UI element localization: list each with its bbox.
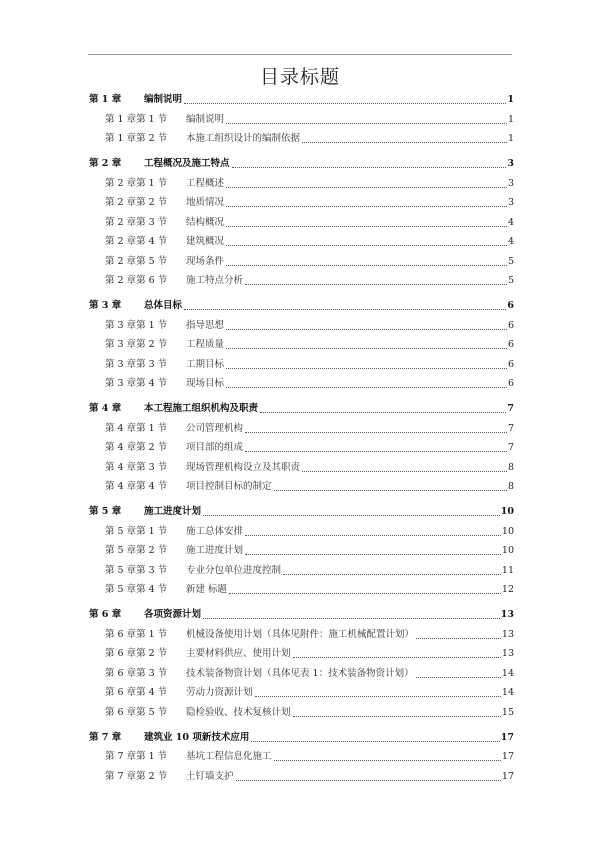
toc-entry-title: 工程概述 [186,178,225,189]
toc-entry-number: 第 5 章 [89,506,122,517]
toc-entry-page-number: 6 [507,339,514,350]
dot-leader [293,656,501,658]
toc-entry-page-number: 7 [507,442,514,453]
toc-entry-page-number: 17 [501,771,514,782]
dot-leader [226,186,507,188]
toc-entry-title: 编制说明 [144,94,183,105]
toc-entry-number: 第 4 章第 2 节 [105,442,168,453]
toc-section-entry[interactable] [89,666,514,680]
dot-leader [260,411,506,413]
toc-entry-page-number: 11 [501,565,514,576]
toc-entry-number: 第 4 章 [89,403,122,414]
toc-entry-page-number: 4 [507,236,514,247]
toc-entry-title: 建筑概况 [186,236,225,247]
toc-entry-page-number: 14 [501,668,514,679]
toc-entry-page-number: 5 [507,275,514,286]
dot-leader [245,534,501,536]
toc-section-entry[interactable] [89,234,514,248]
dot-leader [416,676,501,678]
toc-entry-title: 施工进度计划 [144,506,202,517]
toc-entry-page-number: 6 [507,300,514,311]
toc-entry-page-number: 8 [507,462,514,473]
toc-entry-number: 第 6 章 [89,609,122,620]
toc-entry-page-number: 1 [507,94,514,105]
toc-entry-page-number: 6 [507,378,514,389]
toc-entry-number: 第 4 章第 1 节 [105,423,168,434]
toc-entry-title: 技术装备物资计划（具体见表 1：技术装备物资计划） [186,668,414,679]
toc-entry-page-number: 10 [501,545,514,556]
toc-chapter-entry[interactable] [89,730,514,744]
toc-entry-title: 土钉墙支护 [186,771,234,782]
toc-entry-title: 专业分包单位进度控制 [186,565,282,576]
dot-leader [229,592,501,594]
dot-leader [203,617,500,619]
toc-entry-number: 第 3 章第 4 节 [105,378,168,389]
toc-entry-title: 基坑工程信息化施工 [186,751,272,762]
toc-entry-number: 第 1 章 [89,94,122,105]
dot-leader [226,264,507,266]
toc-entry-number: 第 6 章第 1 节 [105,629,168,640]
toc-entry-number: 第 3 章第 1 节 [105,320,168,331]
toc-section-entry[interactable] [89,479,514,493]
dot-leader [226,225,507,227]
toc-chapter-entry[interactable] [89,607,514,621]
toc-entry-number: 第 6 章第 4 节 [105,687,168,698]
toc-entry-number: 第 2 章 [89,158,122,169]
toc-section-entry[interactable] [89,254,514,268]
toc-section-entry[interactable] [89,357,514,371]
toc-entry-number: 第 7 章第 1 节 [105,751,168,762]
toc-entry-title: 施工总体安排 [186,526,244,537]
toc-entry-number: 第 4 章第 3 节 [105,462,168,473]
dot-leader [226,244,507,246]
toc-section-entry[interactable] [89,627,514,641]
toc-entry-number: 第 1 章第 1 节 [105,114,168,125]
toc-section-entry[interactable] [89,460,514,474]
toc-section-entry[interactable] [89,440,514,454]
toc-entry-title: 劳动力资源计划 [186,687,253,698]
toc-section-entry[interactable] [89,421,514,435]
toc-entry-title: 各项资源计划 [144,609,202,620]
toc-entry-title: 施工进度计划 [186,545,244,556]
toc-entry-page-number: 6 [507,359,514,370]
toc-section-entry[interactable] [89,524,514,538]
toc-section-entry[interactable] [89,195,514,209]
toc-entry-number: 第 7 章 [89,732,122,743]
toc-entry-page-number: 5 [507,256,514,267]
toc-entry-title: 现场条件 [186,256,225,267]
toc-entry-number: 第 4 章第 4 节 [105,481,168,492]
toc-entry-title: 工程概况及施工特点 [144,158,230,169]
dot-leader [302,141,507,143]
toc-chapter-entry[interactable] [89,156,514,170]
toc-entry-title: 工期目标 [186,359,225,370]
dot-leader [274,759,501,761]
toc-entry-title: 总体目标 [144,300,183,311]
dot-leader [245,450,507,452]
toc-entry-number: 第 1 章第 2 节 [105,133,168,144]
dot-leader [251,740,499,742]
toc-entry-number: 第 3 章 [89,300,122,311]
toc-section-entry[interactable] [89,582,514,596]
dot-leader [184,102,506,104]
toc-entry-page-number: 3 [507,158,514,169]
toc-section-entry[interactable] [89,131,514,145]
toc-entry-title: 本工程施工组织机构及职责 [144,403,259,414]
toc-entry-title: 本施工组织设计的编制依据 [186,133,301,144]
toc-entry-page-number: 13 [501,648,514,659]
dot-leader [232,166,507,168]
toc-entry-page-number: 10 [500,506,514,517]
toc-entry-number: 第 6 章第 3 节 [105,668,168,679]
toc-entry-page-number: 1 [507,114,514,125]
toc-entry-title: 结构概况 [186,217,225,228]
toc-entry-page-number: 12 [501,584,514,595]
toc-entry-title: 地质情况 [186,197,225,208]
toc-entry-page-number: 7 [507,403,514,414]
toc-section-entry[interactable] [89,769,514,783]
toc-chapter-entry[interactable] [89,504,514,518]
toc-section-entry[interactable] [89,646,514,660]
dot-leader [226,328,507,330]
toc-entry-number: 第 5 章第 3 节 [105,565,168,576]
toc-section-entry[interactable] [89,376,514,390]
dot-leader [255,695,501,697]
toc-entry-number: 第 6 章第 2 节 [105,648,168,659]
toc-entry-title: 工程质量 [186,339,225,350]
toc-entry-page-number: 15 [501,707,514,718]
toc-entry-page-number: 17 [501,751,514,762]
dot-leader [283,573,501,575]
dot-leader [245,283,507,285]
page-title: 目录标题 [259,66,340,88]
toc-chapter-entry[interactable] [89,298,514,312]
toc-entry-number: 第 2 章第 4 节 [105,236,168,247]
toc-section-entry[interactable] [89,749,514,763]
toc-entry-number: 第 2 章第 2 节 [105,197,168,208]
toc-entry-number: 第 6 章第 5 节 [105,707,168,718]
dot-leader [226,367,507,369]
toc-entry-page-number: 6 [507,320,514,331]
toc-entry-number: 第 3 章第 2 节 [105,339,168,350]
toc-entry-page-number: 13 [500,609,514,620]
toc-section-entry[interactable] [89,273,514,287]
toc-entry-page-number: 3 [507,178,514,189]
toc-entry-page-number: 17 [500,732,514,743]
toc-entry-title: 隐检验收、技术复核计划 [186,707,291,718]
dot-leader [226,205,507,207]
toc-entry-title: 施工特点分析 [186,275,244,286]
toc-entry-title: 项目部的组成 [186,442,244,453]
dot-leader [293,715,501,717]
toc-entry-page-number: 7 [507,423,514,434]
toc-entry-page-number: 3 [507,197,514,208]
toc-entry-title: 机械设备使用计划（具体见附件：施工机械配置计划） [186,629,415,640]
dot-leader [416,637,501,639]
toc-entry-number: 第 2 章第 6 节 [105,275,168,286]
toc-entry-number: 第 5 章第 2 节 [105,545,168,556]
toc-section-entry[interactable] [89,543,514,557]
toc-entry-title: 公司管理机构 [186,423,244,434]
dot-leader [226,386,507,388]
toc-entry-title: 指导思想 [186,320,225,331]
toc-entry-page-number: 10 [501,526,514,537]
toc-entry-page-number: 4 [507,217,514,228]
toc-entry-number: 第 5 章第 1 节 [105,526,168,537]
toc-entry-page-number: 14 [501,687,514,698]
dot-leader [302,470,507,472]
toc-entry-page-number: 13 [501,629,514,640]
toc-entry-title: 项目控制目标的制定 [186,481,272,492]
dot-leader [184,308,506,310]
dot-leader [245,553,501,555]
toc-entry-page-number: 1 [507,133,514,144]
toc-entry-number: 第 5 章第 4 节 [105,584,168,595]
toc-section-entry[interactable] [89,685,514,699]
toc-entry-number: 第 2 章第 3 节 [105,217,168,228]
toc-entry-title: 现场管理机构设立及其职责 [186,462,301,473]
toc-section-entry[interactable] [89,215,514,229]
dot-leader [245,431,507,433]
toc-section-entry[interactable] [89,112,514,126]
toc-entry-number: 第 2 章第 5 节 [105,256,168,267]
toc-entry-title: 建筑业 10 项新技术应用 [144,732,250,743]
toc-entry-number: 第 3 章第 3 节 [105,359,168,370]
toc-entry-page-number: 8 [507,481,514,492]
toc-section-entry[interactable] [89,337,514,351]
dot-leader [226,347,507,349]
toc-chapter-entry[interactable] [89,92,514,106]
toc-entry-title: 现场目标 [186,378,225,389]
dot-leader [274,489,507,491]
toc-entry-number: 第 2 章第 1 节 [105,178,168,189]
dot-leader [203,514,500,516]
toc-section-entry[interactable] [89,176,514,190]
toc-chapter-entry[interactable] [89,401,514,415]
dot-leader [236,779,501,781]
toc-section-entry[interactable] [89,563,514,577]
toc-section-entry[interactable] [89,318,514,332]
toc-entry-number: 第 7 章第 2 节 [105,771,168,782]
toc-entry-title: 新建 标题 [186,584,228,595]
dot-leader [226,122,507,124]
toc-entry-title: 主要材料供应、使用计划 [186,648,291,659]
toc-section-entry[interactable] [89,705,514,719]
toc-entry-title: 编制说明 [186,114,225,125]
